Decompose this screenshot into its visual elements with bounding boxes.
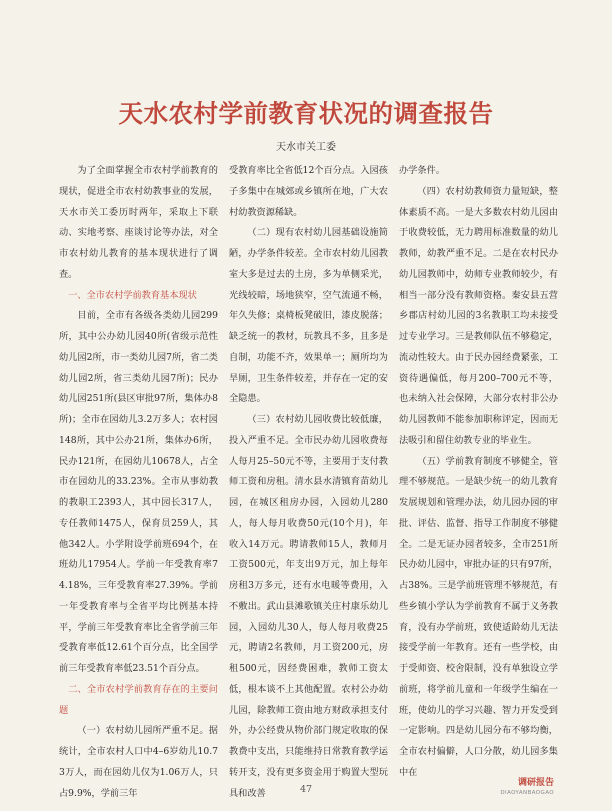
text-column-3 (399, 161, 558, 778)
paragraph: （三）农村幼儿园收费比较低廉，投入严重不足。全市民办幼儿园收费每人每月25–50元不等，主要用于支付教师工资和房租。清水县水清镇育苗幼儿园，在城区租房办园，入园幼儿280人，每人每月收费50元(10个月)，年收入14万元。聘请教师15人，教师月工资500元，年支出9万元，加上每年房租3万多元，还有水电暖等费用，入不敷出。武山县滩歌镇关庄村康乐幼儿园，入园幼儿30人，每人每月收费25元，聘请2名教师，月工资200元，房租500元，因经费困难，教师工资太低，根本谈不上其他配置。农村公办幼儿园，除教师工资由地方财政承担支付外，办公经费从物价部门规定收取的保教费中支出，只能维持日常教育教学运转开支，没有更多资金用于购置大型玩具和改善 (229, 414, 388, 799)
paragraph: （二）现有农村幼儿园基础设施简陋，办学条件较差。全市农村幼儿园教室大多是过去的土房，多为单侧采光，光线较暗，场地狭窄，空气流通不畅，年久失修；桌椅板凳破旧，漆皮脱落；缺乏统一的教材，玩教具不多，且多是自制，功能不齐，效果单一；厕所均为旱厕，卫生条件较差，并存在一定的安全隐患。 (229, 227, 388, 405)
page-number: 47 (299, 784, 313, 795)
author-byline: 天水市关工委 (276, 142, 336, 153)
paragraph: （五）学前教育制度不够健全，管理不够规范。一是缺少统一的幼儿教育发展规划和管理办法，幼儿园办园的审批、评估、监督、指导工作制度不够健全。二是无证办园者较多，全市251所民办幼儿园中，审批办证的只有97所，占38%。三是学前班管理不够规范，有些乡镇小学认为学前教育不属于义务教育，没有办学前班，致使适龄幼儿无法接受学前一年教育。还有一些学校，由于受师资、校舍限制，没有单独设立学前班，将学前儿童和一年级学生编在一班，使幼儿的学习兴趣、智力开发受到一定影响。四是幼儿园分布不够均衡，全市农村偏僻，人口分散，幼儿园多集中在 (399, 455, 558, 778)
paragraph: 受教育率比全省低12个百分点。入园孩子多集中在城郊或乡镇所在地，广大农村幼教资源稀缺。 (229, 165, 388, 218)
paragraph: 办学条件。 (399, 165, 445, 176)
section-brand-pinyin: DIAOYANBAOGAO (500, 790, 554, 796)
section-heading: 二、全市农村学前教育存在的主要问题 (59, 683, 218, 716)
page-title: 天水农村学前教育状况的调查报告 (118, 99, 494, 128)
paragraph: （一）农村幼儿园所严重不足。据统计，全市农村人口中4–6岁幼儿10.73万人，而在园幼儿仅为1.06万人，只占9.9%，学前三年 (59, 725, 218, 799)
section-heading: 一、全市农村学前教育基本现状 (68, 289, 197, 301)
text-column-1 (59, 161, 218, 799)
paragraph: 为了全面掌握全市农村学前教育的现状，促进全市农村幼教事业的发展，天水市关工委历时两年，采取上下联动、实地考察、座谈讨论等办法，对全市农村幼儿教育的基本现状进行了调查。 (59, 165, 218, 280)
paragraph: 目前，全市有各级各类幼儿园299所，其中公办幼儿园40所(省级示范性幼儿园2所，市一类幼儿园7所，省二类幼儿园2所，省三类幼儿园7所)；民办幼儿园251所(县区审批97所，集体办8所)；全市在园幼儿3.2万多人；农村园148所，其中公办21所，集体办6所，民办121所，在园幼儿10678人，占全市在园幼儿的33.23%。全市从事幼教的教职工2393人，其中园长317人，专任教师1475人，保育员259人，其他342人。小学附设学前班694个，在班幼儿17954人。学前一年受教育率74.18%，三年受教育率27.39%。学前一年受教育率与全省平均比例基本持平，学前三年受教育率比全省学前三年受教育率低12.61个百分点，比全国学前三年受教育率低23.51个百分点。 (59, 310, 218, 674)
paragraph: （四）农村幼教师资力量短缺，整体素质不高。一是大多数农村幼儿园由于收费较低，无力聘用标准数量的幼儿教师，幼教严重不足。二是在农村民办幼儿园教师中，幼师专业教师较少，有相当一部分没有教师资格。秦安县五营乡郡店村幼儿园的3名教职工均未接受过专业学习。三是教师队伍不够稳定，流动性较大。由于民办园经费紧张，工资待遇偏低，每月200–700元不等，也未纳入社会保障，大部分农村非公办幼儿园教师不能参加职称评定，因而无法吸引和留住幼教专业的毕业生。 (399, 185, 558, 446)
section-brand-name: 调研报告 (517, 778, 554, 788)
section-brand (500, 778, 554, 797)
